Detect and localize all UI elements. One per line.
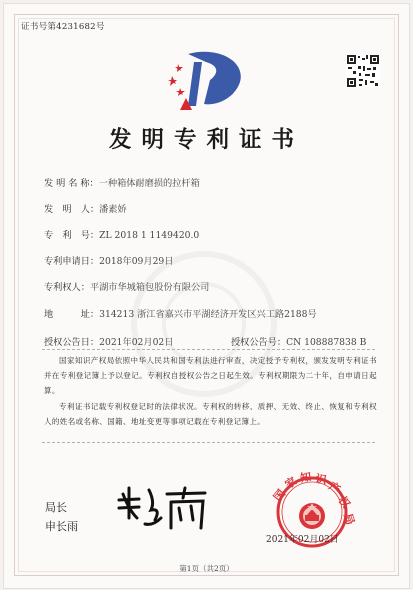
field-address: 地 址：314213 浙江省嘉兴市平湖经济开发区兴工路2188号 [44,309,317,320]
svg-text:识: 识 [314,472,328,487]
field-invention-name: 发 明 名 称：一种箱体耐磨损的拉杆箱 [44,178,200,189]
certificate-page [3,3,410,589]
signatory-name: 申长雨 [45,520,78,533]
grant-date: 授权公告日：2021年02月02日 [44,337,174,348]
certificate-number: 证书号第4231682号 [21,22,105,32]
divider [42,442,375,443]
page-footer: 第1页（共2页） [179,564,234,573]
field-inventor: 发 明 人：潘素娇 [44,204,127,215]
grant-statement: 国家知识产权局依照中华人民共和国专利法进行审查，决定授予专利权，颁发发明专利证书并在专利登记簿上予以登记。专利权自授权公告之日起生效。专利权期限为二十年，自申请日起算。 [44,356,377,395]
seal-date: 2021年02月02日 [266,535,339,545]
national-emblem-icon [299,503,325,529]
field-application-date: 专利申请日：2018年09月29日 [44,256,174,267]
svg-text:权: 权 [335,493,353,511]
grant-number: 授权公告号：CN 108887838 B [231,337,367,348]
legal-note: 专利证书记载专利权登记时的法律状况。专利权的转移、质押、无效、终止、恢复和专利权人的姓名或名称、国籍、地址变更等事项记载在专利登记簿上。 [44,402,377,426]
svg-text:国: 国 [271,487,289,504]
document-title: 发明专利证书 [108,127,304,153]
handwritten-signature [115,484,211,532]
divider [42,349,375,350]
signatory-title: 局长 [45,501,67,514]
qr-code-icon [346,54,380,88]
svg-text:局: 局 [341,511,357,527]
svg-text:家: 家 [282,474,299,492]
field-patentee: 专利权人：平湖市华城箱包股份有限公司 [44,282,210,293]
svg-text:知: 知 [299,470,313,485]
svg-text:产: 产 [326,479,343,497]
cnipa-logo-icon [166,48,250,112]
field-patent-number: 专 利 号：ZL 2018 1 1149420.0 [44,230,200,241]
